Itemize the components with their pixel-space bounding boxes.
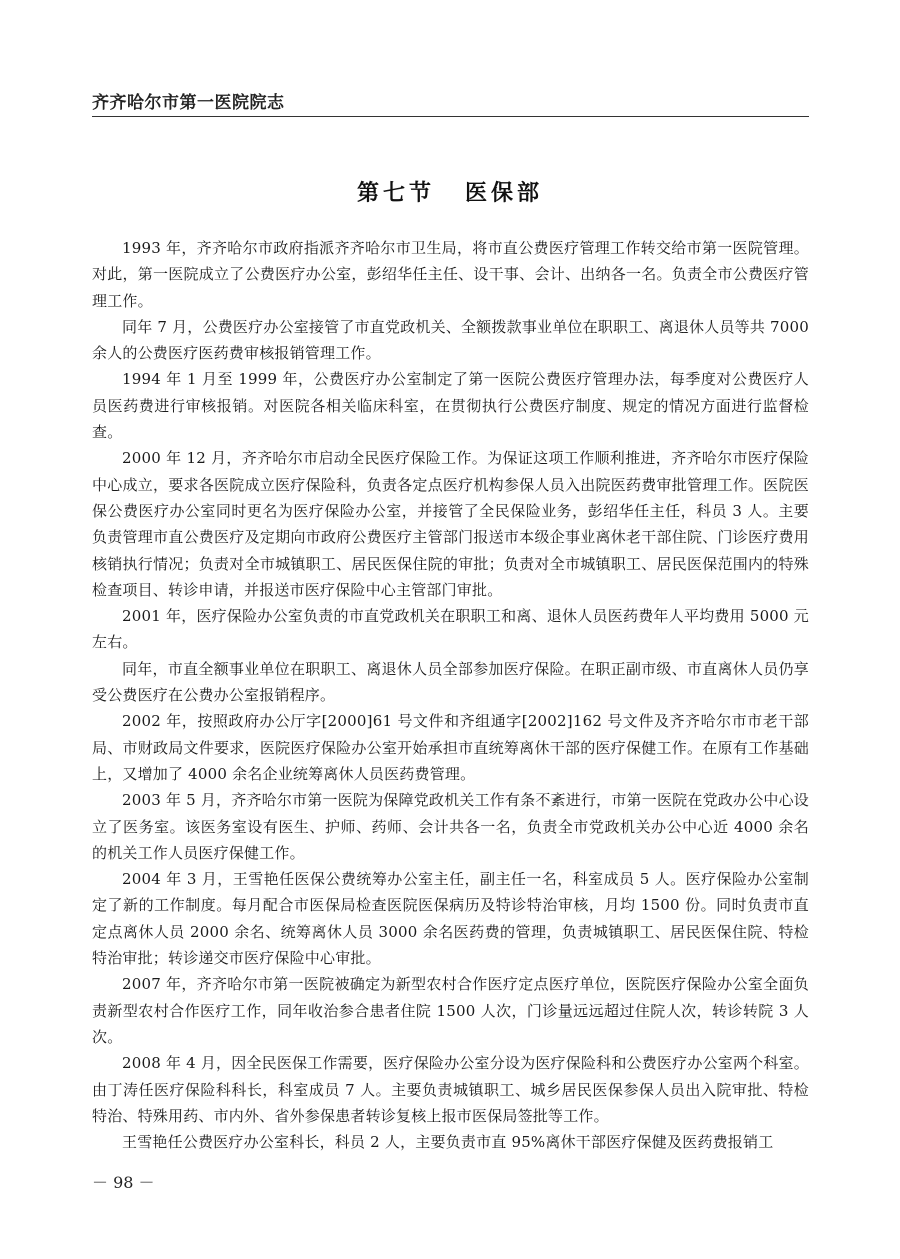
section-title bbox=[0, 176, 900, 207]
paragraph: 2007 年，齐齐哈尔市第一医院被确定为新型农村合作医疗定点医疗单位，医院医疗保险办公室全面负责新型农村合作医疗工作，同年收治参合患者住院 1500 人次，门诊量远远超过住院人次，转诊转院 3 人次。 bbox=[92, 975, 809, 1046]
page-number: － 98 － bbox=[92, 1173, 155, 1192]
paragraph: 王雪艳任公费医疗办公室科长，科员 2 人，主要负责市直 95%离休干部医疗保健及医药费报销工 bbox=[122, 1133, 774, 1152]
body-text bbox=[92, 235, 809, 1155]
paragraph: 2004 年 3 月，王雪艳任医保公费统筹办公室主任，副主任一名，科室成员 5 人。医疗保险办公室制定了新的工作制度。每月配合市医保局检查医院医保病历及特诊特治审核，月均 1500 份。同时负责市直定点离休人员 2000 余名、统筹离休人员 3000 余名医药费的管理，负责城镇职工、居民医保住院、特检特治审批；转诊递交市医疗保险中心审批。 bbox=[92, 870, 809, 968]
paragraph: 1993 年，齐齐哈尔市政府指派齐齐哈尔市卫生局，将市直公费医疗管理工作转交给市第一医院管理。对此，第一医院成立了公费医疗办公室，彭绍华任主任、设干事、会计、出纳各一名。负责全市公费医疗管理工作。 bbox=[92, 239, 809, 310]
paragraph: 2002 年，按照政府办公厅字[2000]61 号文件和齐组通字[2002]162 号文件及齐齐哈尔市市老干部局、市财政局文件要求，医院医疗保险办公室开始承担市直统筹离休干部的医疗保健工作。在原有工作基础上，又增加了 4000 余名企业统筹离休人员医药费管理。 bbox=[92, 712, 809, 783]
header-divider bbox=[92, 116, 809, 117]
paragraph: 2003 年 5 月，齐齐哈尔市第一医院为保障党政机关工作有条不紊进行，市第一医院在党政办公中心设立了医务室。该医务室设有医生、护师、药师、会计共各一名，负责全市党政机关办公中心近 4000 余名的机关工作人员医疗保健工作。 bbox=[92, 791, 809, 862]
running-header-title: 齐齐哈尔市第一医院院志 bbox=[92, 93, 285, 113]
section-number: 第七节 bbox=[356, 180, 435, 206]
section-name: 医保部 bbox=[465, 180, 544, 206]
paragraph: 1994 年 1 月至 1999 年，公费医疗办公室制定了第一医院公费医疗管理办法，每季度对公费医疗人员医药费进行审核报销。对医院各相关临床科室，在贯彻执行公费医疗制度、规定的情况方面进行监督检查。 bbox=[92, 370, 809, 442]
paragraph: 同年 7 月，公费医疗办公室接管了市直党政机关、全额拨款事业单位在职职工、离退休人员等共 7000 余人的公费医疗医药费审核报销管理工作。 bbox=[92, 317, 809, 363]
paragraph: 2008 年 4 月，因全民医保工作需要，医疗保险办公室分设为医疗保险科和公费医疗办公室两个科室。由丁涛任医疗保险科科长，科室成员 7 人。主要负责城镇职工、城乡居民医保参保人员出入院审批、特检特治、特殊用药、市内外、省外参保患者转诊复核上报市医保局签批等工作。 bbox=[92, 1054, 809, 1125]
paragraph: 2001 年，医疗保险办公室负责的市直党政机关在职职工和离、退休人员医药费年人平均费用 5000 元左右。 bbox=[92, 607, 809, 652]
paragraph: 同年，市直全额事业单位在职职工、离退休人员全部参加医疗保险。在职正副市级、市直离休人员仍享受公费医疗在公费办公室报销程序。 bbox=[92, 659, 809, 705]
paragraph: 2000 年 12 月，齐齐哈尔市启动全民医疗保险工作。为保证这项工作顺利推进，齐齐哈尔市医疗保险中心成立，要求各医院成立医疗保险科，负责各定点医疗机构参保人员入出院医药费审批管理工作。医院医保公费医疗办公室同时更名为医疗保险办公室，并接管了全民保险业务，彭绍华任主任，科员 3 人。主要负责管理市直公费医疗及定期向市政府公费医疗主管部门报送市本级企事业离休老干部住院、门诊医疗费用核销执行情况；负责对全市城镇职工、居民医保住院的审批；负责对全市城镇职工、居民医保范围内的特殊检查项目、转诊申请，并报送市医疗保险中心主管部门审批。 bbox=[92, 449, 809, 599]
